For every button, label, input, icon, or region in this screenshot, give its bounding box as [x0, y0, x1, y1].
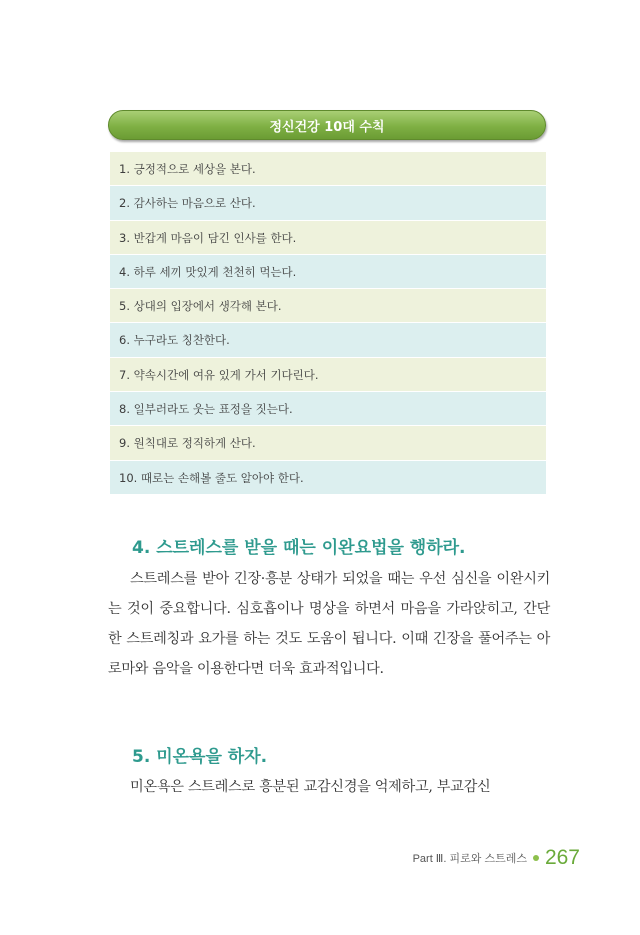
section-5-paragraph: 미온욕은 스트레스로 흥분된 교감신경을 억제하고, 부교감신 [130, 779, 491, 795]
page-footer [380, 846, 580, 870]
rule-item: 6. 누구라도 칭찬한다. [110, 323, 546, 357]
rules-title: 정신건강 10대 수칙 [269, 119, 385, 135]
footer-section-title: Part Ⅲ. 피로와 스트레스 [412, 853, 527, 865]
rule-item: 8. 일부러라도 웃는 표정을 짓는다. [110, 392, 546, 426]
rule-item: 1. 긍정적으로 세상을 본다. [110, 152, 546, 186]
section-4-heading: 4. 스트레스를 받을 때는 이완요법을 행하라. [132, 538, 466, 558]
rules-title-banner [108, 110, 546, 140]
rule-item: 10. 때로는 손해볼 줄도 알아야 한다. [110, 461, 546, 495]
section-4-paragraph: 스트레스를 받아 긴장·흥분 상태가 되었을 때는 우선 심신을 이완시키는 것이 중요합니다. 심호흡이나 명상을 하면서 마음을 가라앉히고, 간단한 스트레칭과 요가를 하는 것도 도움이 됩니다. 이때 긴장을 풀어주는 아로마와 음악을 이용한다면 더욱 효과적입니다. [108, 571, 550, 677]
section-5-heading: 5. 미온욕을 하자. [132, 747, 268, 767]
rule-item: 4. 하루 세끼 맛있게 천천히 먹는다. [110, 255, 546, 289]
bullet-dot-icon [533, 855, 539, 861]
rule-item: 3. 반갑게 마음이 담긴 인사를 한다. [110, 221, 546, 255]
rules-list [110, 152, 546, 495]
page-number: 267 [544, 846, 580, 869]
rule-item: 9. 원칙대로 정직하게 산다. [110, 426, 546, 460]
rule-item: 7. 약속시간에 여유 있게 가서 기다린다. [110, 358, 546, 392]
rule-item: 2. 감사하는 마음으로 산다. [110, 186, 546, 220]
rule-item: 5. 상대의 입장에서 생각해 본다. [110, 289, 546, 323]
